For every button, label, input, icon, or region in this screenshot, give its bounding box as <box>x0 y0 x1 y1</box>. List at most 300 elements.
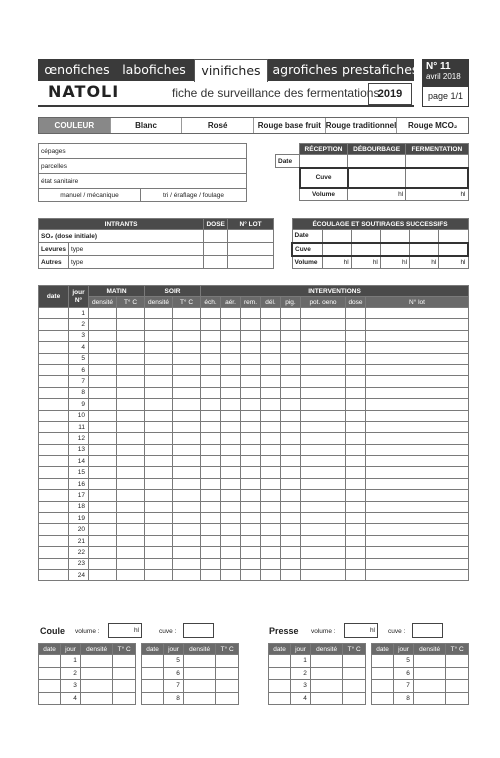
cell[interactable] <box>80 680 112 693</box>
cell[interactable] <box>301 456 346 467</box>
cell[interactable] <box>221 376 241 387</box>
cell[interactable] <box>261 535 281 546</box>
cell[interactable] <box>366 308 469 319</box>
cell[interactable] <box>89 535 117 546</box>
cell[interactable] <box>117 376 145 387</box>
cell[interactable] <box>221 558 241 569</box>
cell[interactable] <box>346 558 366 569</box>
cell[interactable] <box>372 667 394 680</box>
cell[interactable] <box>261 376 281 387</box>
cell[interactable] <box>346 478 366 489</box>
presse-cuve-field[interactable] <box>412 623 443 638</box>
cell[interactable] <box>241 410 261 421</box>
cell[interactable] <box>173 513 201 524</box>
cell[interactable] <box>201 330 221 341</box>
cell[interactable] <box>173 535 201 546</box>
cell[interactable] <box>261 456 281 467</box>
cell[interactable] <box>221 524 241 535</box>
cell[interactable] <box>221 478 241 489</box>
cell[interactable] <box>142 655 164 668</box>
cell[interactable] <box>281 513 301 524</box>
cell[interactable] <box>201 535 221 546</box>
cell[interactable] <box>346 513 366 524</box>
cell[interactable] <box>201 308 221 319</box>
cell[interactable] <box>39 655 61 668</box>
cell[interactable] <box>39 364 69 375</box>
cell[interactable] <box>145 547 173 558</box>
cell[interactable] <box>89 308 117 319</box>
cell[interactable] <box>269 680 291 693</box>
parcelles-field[interactable]: parcelles <box>39 159 247 174</box>
cell[interactable] <box>201 376 221 387</box>
cell[interactable] <box>301 558 346 569</box>
cell[interactable] <box>39 501 69 512</box>
cell[interactable] <box>145 319 173 330</box>
cell[interactable] <box>201 547 221 558</box>
cell[interactable] <box>366 535 469 546</box>
cell[interactable] <box>80 655 112 668</box>
cell[interactable] <box>145 524 173 535</box>
cell[interactable] <box>117 319 145 330</box>
cell[interactable] <box>117 444 145 455</box>
cell[interactable] <box>117 399 145 410</box>
cell[interactable] <box>269 655 291 668</box>
cell[interactable] <box>201 444 221 455</box>
fermentation-volume-unit[interactable]: hl <box>406 188 468 201</box>
cell[interactable] <box>173 399 201 410</box>
couleur-rouge-trad[interactable]: Rouge traditionnel <box>326 118 398 133</box>
cell[interactable] <box>145 308 173 319</box>
cell[interactable] <box>301 467 346 478</box>
cell[interactable] <box>261 490 281 501</box>
cell[interactable] <box>173 490 201 501</box>
cell[interactable] <box>89 501 117 512</box>
cell[interactable] <box>173 376 201 387</box>
cell[interactable] <box>173 547 201 558</box>
cell[interactable] <box>117 456 145 467</box>
cell[interactable] <box>346 524 366 535</box>
cell[interactable] <box>241 376 261 387</box>
cell[interactable] <box>39 410 69 421</box>
cell[interactable] <box>261 558 281 569</box>
cell[interactable] <box>117 513 145 524</box>
cell[interactable] <box>221 319 241 330</box>
cell[interactable] <box>241 421 261 432</box>
manuel-field[interactable]: manuel / mécanique <box>39 189 141 202</box>
tab-agrofiches[interactable]: agrofiches <box>272 62 338 77</box>
cell[interactable] <box>39 680 61 693</box>
cell[interactable] <box>201 433 221 444</box>
cell[interactable] <box>261 421 281 432</box>
couleur-rose[interactable]: Rosé <box>182 118 254 133</box>
cell[interactable] <box>89 558 117 569</box>
cell[interactable] <box>366 456 469 467</box>
cell[interactable] <box>366 467 469 478</box>
cell[interactable] <box>89 490 117 501</box>
cell[interactable] <box>366 490 469 501</box>
cell[interactable] <box>89 444 117 455</box>
cell[interactable] <box>221 467 241 478</box>
cell[interactable] <box>343 655 366 668</box>
cell[interactable] <box>281 330 301 341</box>
cell[interactable] <box>89 364 117 375</box>
cell[interactable] <box>281 456 301 467</box>
cell[interactable] <box>39 569 69 580</box>
cell[interactable] <box>221 535 241 546</box>
autres-lot[interactable] <box>228 256 274 269</box>
tab-vinifiches[interactable]: vinifiches <box>194 59 268 82</box>
cell[interactable] <box>145 501 173 512</box>
cell[interactable] <box>301 342 346 353</box>
cell[interactable] <box>301 319 346 330</box>
cell[interactable] <box>39 490 69 501</box>
cell[interactable] <box>201 524 221 535</box>
cell[interactable] <box>366 433 469 444</box>
cell[interactable] <box>366 478 469 489</box>
autres-type[interactable]: type <box>68 256 203 269</box>
cell[interactable] <box>241 535 261 546</box>
cell[interactable] <box>145 376 173 387</box>
cell[interactable] <box>117 421 145 432</box>
cell[interactable] <box>346 421 366 432</box>
ec-c2[interactable] <box>351 243 380 256</box>
cell[interactable] <box>221 308 241 319</box>
etat-field[interactable]: état sanitaire <box>39 174 247 189</box>
cell[interactable] <box>346 535 366 546</box>
cell[interactable] <box>366 342 469 353</box>
tab-labofiches[interactable]: labofiches <box>122 62 186 77</box>
cell[interactable] <box>366 353 469 364</box>
cell[interactable] <box>201 558 221 569</box>
cell[interactable] <box>281 478 301 489</box>
cell[interactable] <box>241 319 261 330</box>
cell[interactable] <box>310 680 342 693</box>
cell[interactable] <box>221 364 241 375</box>
cell[interactable] <box>372 692 394 705</box>
cell[interactable] <box>366 364 469 375</box>
cell[interactable] <box>346 490 366 501</box>
cell[interactable] <box>201 501 221 512</box>
cell[interactable] <box>89 524 117 535</box>
couleur-rouge-fruit[interactable]: Rouge base fruit <box>254 118 326 133</box>
ec-d5[interactable] <box>439 230 468 243</box>
cell[interactable] <box>281 444 301 455</box>
cell[interactable] <box>173 433 201 444</box>
cell[interactable] <box>173 364 201 375</box>
cell[interactable] <box>301 501 346 512</box>
cell[interactable] <box>261 467 281 478</box>
ec-d4[interactable] <box>410 230 439 243</box>
cell[interactable] <box>173 421 201 432</box>
cell[interactable] <box>89 353 117 364</box>
cell[interactable] <box>117 433 145 444</box>
cell[interactable] <box>241 513 261 524</box>
cell[interactable] <box>366 524 469 535</box>
cell[interactable] <box>366 399 469 410</box>
cell[interactable] <box>281 501 301 512</box>
tri-field[interactable]: tri / éraflage / foulage <box>140 189 246 202</box>
cell[interactable] <box>145 444 173 455</box>
cell[interactable] <box>301 478 346 489</box>
cell[interactable] <box>201 478 221 489</box>
cell[interactable] <box>269 667 291 680</box>
cell[interactable] <box>145 535 173 546</box>
levures-lot[interactable] <box>228 243 274 256</box>
cell[interactable] <box>301 410 346 421</box>
cell[interactable] <box>173 558 201 569</box>
cell[interactable] <box>89 342 117 353</box>
ec-c5[interactable] <box>439 243 468 256</box>
cell[interactable] <box>39 387 69 398</box>
cell[interactable] <box>117 467 145 478</box>
cell[interactable] <box>173 330 201 341</box>
so2-lot[interactable] <box>228 230 274 243</box>
cell[interactable] <box>221 569 241 580</box>
cell[interactable] <box>261 308 281 319</box>
cell[interactable] <box>201 353 221 364</box>
cell[interactable] <box>145 353 173 364</box>
cell[interactable] <box>261 399 281 410</box>
cell[interactable] <box>301 399 346 410</box>
cell[interactable] <box>173 410 201 421</box>
cell[interactable] <box>183 667 215 680</box>
cell[interactable] <box>201 319 221 330</box>
cell[interactable] <box>117 490 145 501</box>
reception-date-cell[interactable] <box>300 155 348 168</box>
cell[interactable] <box>261 364 281 375</box>
cell[interactable] <box>366 501 469 512</box>
cell[interactable] <box>241 501 261 512</box>
cell[interactable] <box>221 330 241 341</box>
cell[interactable] <box>241 569 261 580</box>
cell[interactable] <box>346 456 366 467</box>
cell[interactable] <box>343 692 366 705</box>
cell[interactable] <box>89 513 117 524</box>
cell[interactable] <box>366 319 469 330</box>
cell[interactable] <box>39 444 69 455</box>
cell[interactable] <box>89 376 117 387</box>
cell[interactable] <box>346 342 366 353</box>
cell[interactable] <box>281 535 301 546</box>
cell[interactable] <box>346 501 366 512</box>
cell[interactable] <box>201 364 221 375</box>
cell[interactable] <box>173 501 201 512</box>
ec-v5[interactable]: hl <box>439 256 468 269</box>
cell[interactable] <box>269 692 291 705</box>
cell[interactable] <box>117 547 145 558</box>
fermentation-date-cell[interactable] <box>406 155 468 168</box>
cell[interactable] <box>301 364 346 375</box>
cell[interactable] <box>346 387 366 398</box>
cell[interactable] <box>301 376 346 387</box>
cell[interactable] <box>241 444 261 455</box>
cell[interactable] <box>261 547 281 558</box>
cell[interactable] <box>216 667 239 680</box>
cell[interactable] <box>301 490 346 501</box>
cell[interactable] <box>446 680 469 693</box>
cell[interactable] <box>39 667 61 680</box>
tab-prestafiches[interactable]: prestafiches <box>342 62 419 77</box>
cell[interactable] <box>281 319 301 330</box>
cell[interactable] <box>117 501 145 512</box>
cell[interactable] <box>301 524 346 535</box>
cell[interactable] <box>173 444 201 455</box>
cell[interactable] <box>221 513 241 524</box>
cell[interactable] <box>261 444 281 455</box>
cell[interactable] <box>89 547 117 558</box>
ec-v1[interactable]: hl <box>322 256 351 269</box>
cell[interactable] <box>241 547 261 558</box>
cell[interactable] <box>201 421 221 432</box>
cell[interactable] <box>173 353 201 364</box>
ec-d1[interactable] <box>322 230 351 243</box>
cell[interactable] <box>113 692 136 705</box>
cell[interactable] <box>39 376 69 387</box>
autres-dose[interactable] <box>204 256 228 269</box>
cell[interactable] <box>39 547 69 558</box>
cell[interactable] <box>145 433 173 444</box>
cell[interactable] <box>241 399 261 410</box>
cell[interactable] <box>346 569 366 580</box>
cell[interactable] <box>117 330 145 341</box>
cell[interactable] <box>117 478 145 489</box>
cell[interactable] <box>39 342 69 353</box>
cell[interactable] <box>89 399 117 410</box>
cell[interactable] <box>117 558 145 569</box>
cell[interactable] <box>221 547 241 558</box>
cell[interactable] <box>281 569 301 580</box>
cell[interactable] <box>261 319 281 330</box>
cell[interactable] <box>413 692 445 705</box>
cepages-field[interactable]: cépages <box>39 144 247 159</box>
cell[interactable] <box>301 433 346 444</box>
cell[interactable] <box>446 655 469 668</box>
cell[interactable] <box>346 376 366 387</box>
cell[interactable] <box>201 513 221 524</box>
cell[interactable] <box>201 569 221 580</box>
cell[interactable] <box>221 399 241 410</box>
cell[interactable] <box>241 524 261 535</box>
cell[interactable] <box>366 513 469 524</box>
cell[interactable] <box>261 387 281 398</box>
cell[interactable] <box>183 692 215 705</box>
cell[interactable] <box>372 680 394 693</box>
cell[interactable] <box>89 421 117 432</box>
cell[interactable] <box>145 342 173 353</box>
couleur-blanc[interactable]: Blanc <box>111 118 183 133</box>
cell[interactable] <box>39 319 69 330</box>
cell[interactable] <box>173 524 201 535</box>
cell[interactable] <box>201 467 221 478</box>
cell[interactable] <box>113 680 136 693</box>
cell[interactable] <box>261 513 281 524</box>
cell[interactable] <box>261 342 281 353</box>
cell[interactable] <box>145 490 173 501</box>
debourbage-volume-unit[interactable]: hl <box>348 188 406 201</box>
cell[interactable] <box>117 410 145 421</box>
cell[interactable] <box>173 467 201 478</box>
cell[interactable] <box>39 399 69 410</box>
cell[interactable] <box>261 353 281 364</box>
cell[interactable] <box>281 376 301 387</box>
cell[interactable] <box>346 433 366 444</box>
cell[interactable] <box>241 387 261 398</box>
cell[interactable] <box>346 353 366 364</box>
cell[interactable] <box>346 444 366 455</box>
cell[interactable] <box>366 387 469 398</box>
cell[interactable] <box>301 387 346 398</box>
cell[interactable] <box>301 421 346 432</box>
cell[interactable] <box>281 342 301 353</box>
couleur-rouge-mco2[interactable]: Rouge MCO₂ <box>408 121 458 130</box>
cell[interactable] <box>221 387 241 398</box>
cell[interactable] <box>346 330 366 341</box>
cell[interactable] <box>117 535 145 546</box>
cell[interactable] <box>39 692 61 705</box>
cell[interactable] <box>241 364 261 375</box>
cell[interactable] <box>221 456 241 467</box>
cell[interactable] <box>281 490 301 501</box>
cell[interactable] <box>39 421 69 432</box>
cell[interactable] <box>281 421 301 432</box>
cell[interactable] <box>261 478 281 489</box>
cell[interactable] <box>301 513 346 524</box>
ec-c4[interactable] <box>410 243 439 256</box>
cell[interactable] <box>173 456 201 467</box>
cell[interactable] <box>281 410 301 421</box>
cell[interactable] <box>261 524 281 535</box>
cell[interactable] <box>301 308 346 319</box>
cell[interactable] <box>241 433 261 444</box>
cell[interactable] <box>89 478 117 489</box>
cell[interactable] <box>413 667 445 680</box>
cell[interactable] <box>117 364 145 375</box>
cell[interactable] <box>366 444 469 455</box>
cell[interactable] <box>173 308 201 319</box>
cell[interactable] <box>281 558 301 569</box>
cell[interactable] <box>145 330 173 341</box>
cell[interactable] <box>173 387 201 398</box>
cell[interactable] <box>39 524 69 535</box>
cell[interactable] <box>241 308 261 319</box>
ec-d3[interactable] <box>380 230 409 243</box>
cell[interactable] <box>343 667 366 680</box>
cell[interactable] <box>241 478 261 489</box>
cell[interactable] <box>346 319 366 330</box>
cell[interactable] <box>261 410 281 421</box>
cell[interactable] <box>173 342 201 353</box>
cell[interactable] <box>145 364 173 375</box>
ec-c3[interactable] <box>380 243 409 256</box>
cell[interactable] <box>221 421 241 432</box>
cell[interactable] <box>216 655 239 668</box>
cell[interactable] <box>145 569 173 580</box>
cell[interactable] <box>261 330 281 341</box>
cell[interactable] <box>39 513 69 524</box>
cell[interactable] <box>366 558 469 569</box>
fermentation-cuve-cell[interactable] <box>406 168 468 188</box>
cell[interactable] <box>173 478 201 489</box>
cell[interactable] <box>281 547 301 558</box>
debourbage-date-cell[interactable] <box>348 155 406 168</box>
cell[interactable] <box>89 433 117 444</box>
cell[interactable] <box>173 319 201 330</box>
ec-c1[interactable] <box>322 243 351 256</box>
ec-v3[interactable]: hl <box>380 256 409 269</box>
cell[interactable] <box>446 692 469 705</box>
cell[interactable] <box>301 330 346 341</box>
cell[interactable] <box>142 667 164 680</box>
